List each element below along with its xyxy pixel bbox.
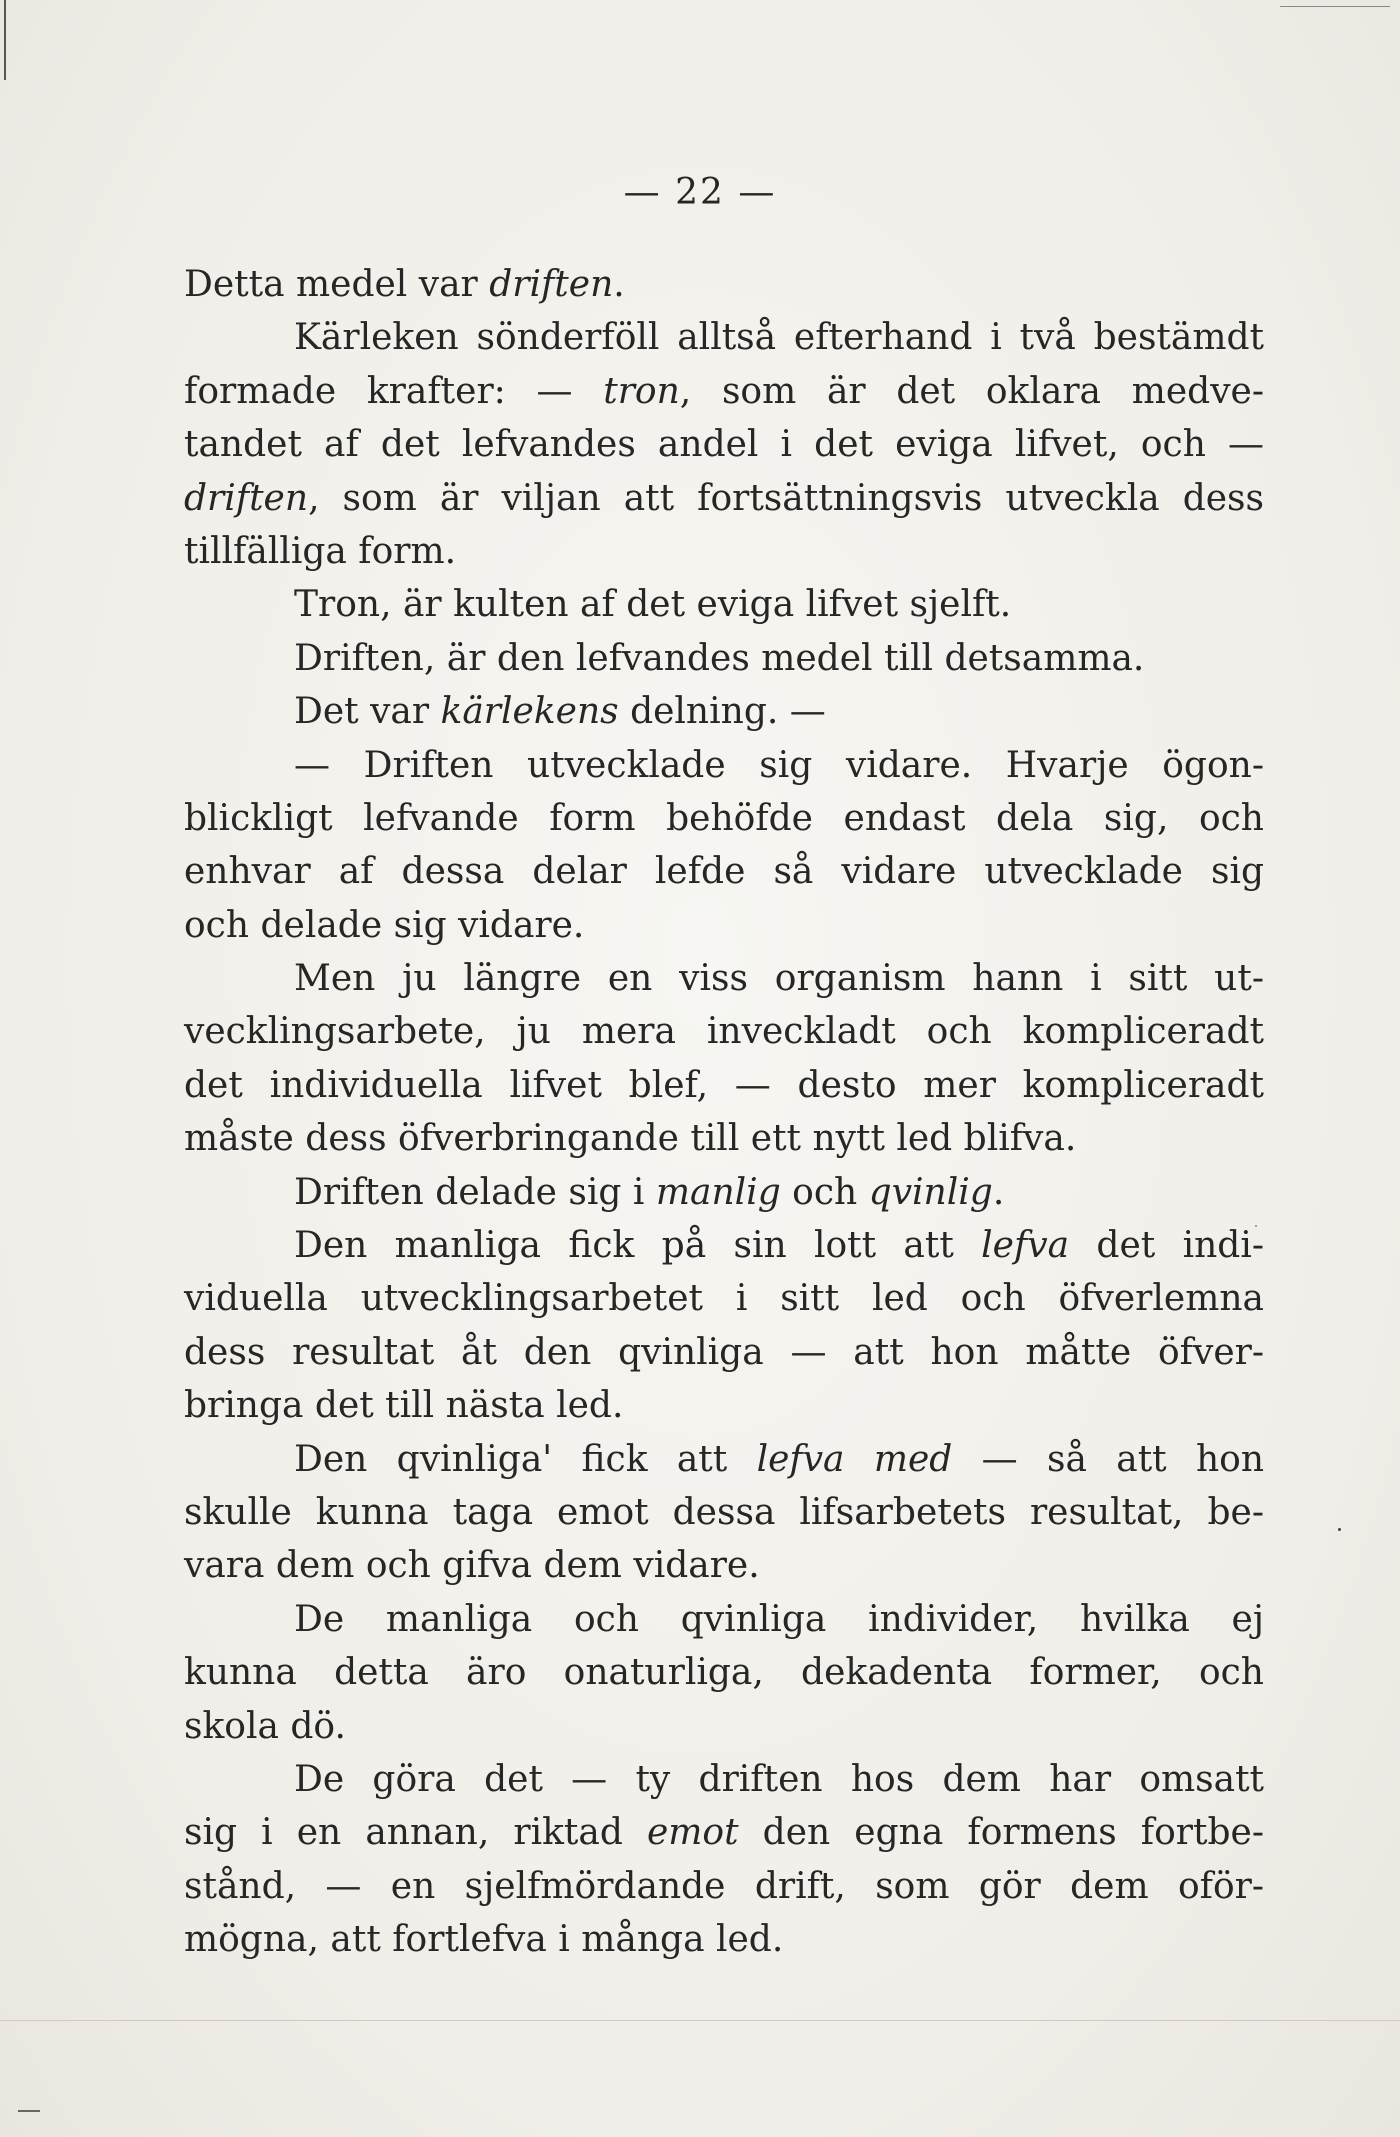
text-segment: tandet af det lefvandes andel i det eviga lifvet, och — <box>184 424 1264 466</box>
text-segment: , som är det oklara medve- <box>679 370 1265 412</box>
text-segment: Den qvinliga' fick att <box>294 1438 757 1480</box>
scan-corner-mark <box>18 2110 40 2112</box>
italic-text: lefva med <box>756 1438 953 1480</box>
text-line <box>184 1219 1264 1272</box>
italic-text: driften <box>489 264 614 305</box>
text-segment: Tron, är kulten af det eviga lifvet sjelft. <box>294 584 1012 626</box>
text-line <box>184 1433 1264 1486</box>
text-line <box>184 472 1264 525</box>
text-segment: det indi- <box>1069 1225 1265 1267</box>
text-segment: — Driften utvecklade sig vidare. Hvarje ögon- <box>294 744 1264 786</box>
text-line <box>184 1326 1264 1379</box>
body-text <box>184 258 1264 1967</box>
text-line <box>184 739 1264 792</box>
text-segment: blickligt lefvande form behöfde endast dela sig, och <box>184 797 1264 839</box>
text-segment: vecklingsarbete, ju mera inveckladt och kompliceradt <box>184 1011 1264 1053</box>
text-segment: och delade sig vidare. <box>184 904 585 946</box>
text-line <box>184 899 1264 952</box>
text-line <box>184 792 1264 845</box>
scan-speck <box>1338 1528 1341 1531</box>
italic-text: manlig <box>655 1171 781 1213</box>
text-segment: kunna detta äro onaturliga, dekadenta former, och <box>184 1652 1264 1694</box>
text-line <box>184 1860 1264 1913</box>
text-line <box>184 632 1264 685</box>
text-line <box>184 525 1264 578</box>
text-line <box>184 258 1264 311</box>
text-segment: formade krafter: — <box>184 370 604 412</box>
text-line <box>184 1379 1264 1432</box>
text-line <box>184 845 1264 898</box>
text-line <box>184 1112 1264 1165</box>
text-segment: De manliga och qvinliga individer, hvilka ej <box>294 1598 1264 1640</box>
text-line <box>184 578 1264 631</box>
text-segment: den egna formens fortbe- <box>738 1812 1264 1854</box>
text-segment: Detta medel var <box>184 264 490 305</box>
text-segment: Driften delade sig i <box>294 1171 656 1213</box>
page-number: — 22 — <box>623 172 777 213</box>
scan-edge-mark <box>1280 6 1390 7</box>
italic-text: qvinlig <box>868 1171 993 1213</box>
text-segment: dess resultat åt den qvinliga — att hon måtte öfver- <box>184 1331 1264 1373</box>
text-segment: vara dem och gifva dem vidare. <box>184 1545 760 1587</box>
text-segment: och <box>780 1171 869 1213</box>
text-line <box>184 1166 1264 1219</box>
text-segment: Men ju längre en viss organism hann i sitt ut- <box>294 958 1264 1000</box>
text-segment: . <box>992 1171 1005 1213</box>
text-segment: måste dess öfverbringande till ett nytt led blifva. <box>184 1118 1077 1160</box>
text-line <box>184 365 1264 418</box>
text-line <box>184 1753 1264 1806</box>
text-segment: De göra det — ty driften hos dem har omsatt <box>294 1758 1264 1800</box>
text-segment: Kärleken sönderföll alltså efterhand i två bestämdt <box>294 317 1264 359</box>
text-segment: sig i en annan, riktad <box>184 1812 647 1854</box>
text-segment: Driften, är den lefvandes medel till detsamma. <box>294 637 1145 679</box>
text-line <box>184 1700 1264 1753</box>
italic-text: tron <box>603 370 680 412</box>
text-segment: bringa det till nästa led. <box>184 1385 624 1427</box>
text-line <box>184 1272 1264 1325</box>
text-line <box>184 952 1264 1005</box>
text-line <box>184 1646 1264 1699</box>
text-segment: mögna, att fortlefva i många led. <box>184 1919 784 1961</box>
text-line <box>184 1486 1264 1539</box>
text-segment: — så att hon <box>952 1438 1265 1480</box>
text-segment: . <box>613 264 625 305</box>
text-line <box>184 1059 1264 1112</box>
text-line <box>184 1539 1264 1592</box>
text-segment: , som är viljan att fortsättningsvis utveckla dess <box>308 477 1264 519</box>
italic-text: driften <box>184 477 309 519</box>
text-segment: Den manliga fick på sin lott att <box>294 1225 982 1267</box>
text-segment: Det var <box>294 691 441 733</box>
text-line <box>184 1913 1264 1966</box>
text-segment: skulle kunna taga emot dessa lifsarbetets resultat, be- <box>184 1491 1264 1533</box>
italic-text: lefva <box>981 1225 1070 1267</box>
scan-edge-line <box>0 2020 1400 2021</box>
text-segment: delning. — <box>618 691 826 733</box>
text-segment: tillfälliga form. <box>184 530 457 572</box>
scan-edge-mark <box>4 0 6 80</box>
text-segment: viduella utvecklingsarbetet i sitt led och öfverlemna <box>184 1278 1264 1320</box>
text-segment: enhvar af dessa delar lefde så vidare utvecklade sig <box>184 851 1264 893</box>
text-line <box>184 1593 1264 1646</box>
text-line <box>184 1806 1264 1859</box>
text-line <box>184 685 1264 738</box>
text-segment: det individuella lifvet blef, — desto mer kompliceradt <box>184 1064 1264 1106</box>
text-segment: stånd, — en sjelfmördande drift, som gör dem oför- <box>184 1865 1264 1907</box>
italic-text: emot <box>646 1812 739 1854</box>
text-line <box>184 311 1264 364</box>
text-line <box>184 418 1264 471</box>
text-segment: skola dö. <box>184 1705 346 1747</box>
text-line <box>184 1005 1264 1058</box>
italic-text: kärlekens <box>440 691 619 733</box>
